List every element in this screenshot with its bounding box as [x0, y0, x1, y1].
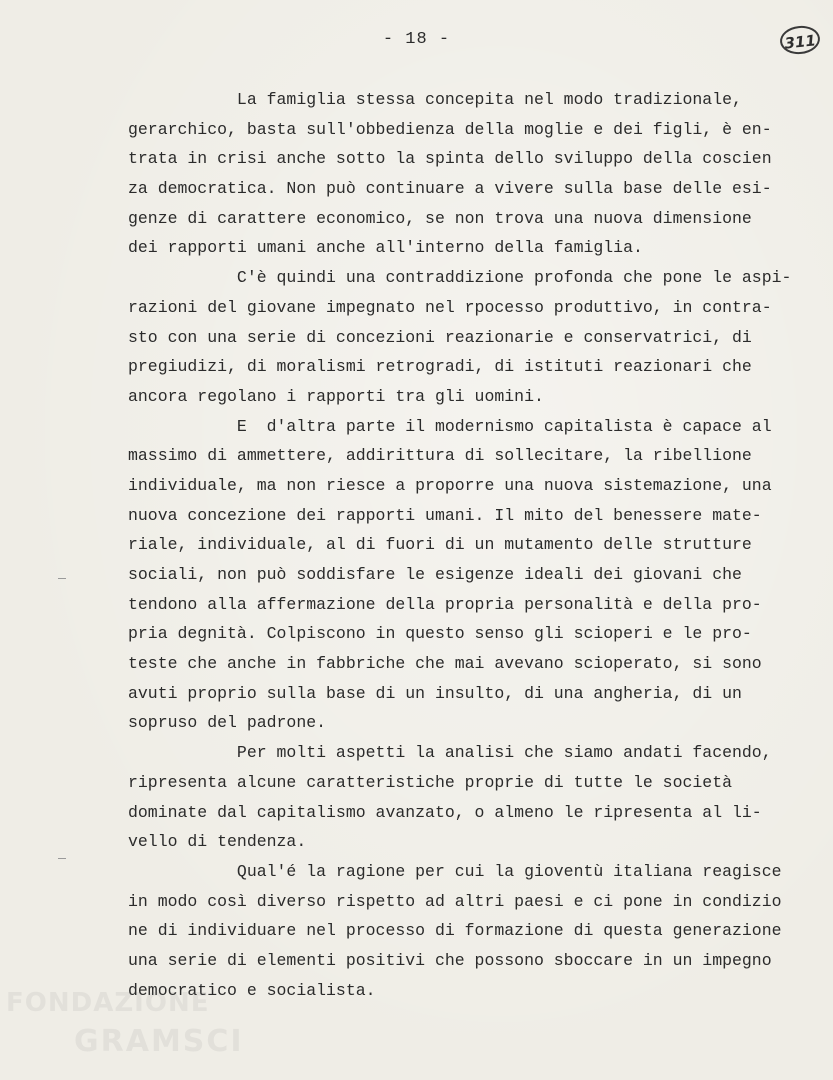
- watermark-line1: FONDAZIONE: [6, 988, 210, 1018]
- text-line: razioni del giovane impegnato nel rpocesso produttivo, in contra-: [128, 297, 772, 317]
- text-line: vello di tendenza.: [128, 832, 307, 852]
- text-line: dei rapporti umani anche all'interno della famiglia.: [128, 238, 643, 258]
- watermark-line2: GRAMSCI: [74, 1024, 244, 1059]
- text-line: E d'altra parte il modernismo capitalista è capace al: [128, 416, 772, 436]
- text-line: za democratica. Non può continuare a vivere sulla base delle esi-: [128, 179, 772, 199]
- text-line: avuti proprio sulla base di un insulto, di una angheria, di un: [128, 683, 742, 703]
- text-line: nuova concezione dei rapporti umani. Il mito del benessere mate-: [128, 505, 762, 525]
- text-line: pregiudizi, di moralismi retrogradi, di istituti reazionari che: [128, 357, 752, 377]
- margin-mark: [58, 858, 66, 859]
- text-line: ripresenta alcune caratteristiche proprie di tutte le società: [128, 772, 732, 792]
- text-line: pria degnità. Colpiscono in questo senso gli scioperi e le pro-: [128, 624, 752, 644]
- text-line: C'è quindi una contraddizione profonda che pone le aspi-: [128, 268, 792, 288]
- text-line: democratico e socialista.: [128, 980, 376, 1000]
- text-line: sociali, non può soddisfare le esigenze ideali dei giovani che: [128, 565, 742, 584]
- text-line: dominate dal capitalismo avanzato, o almeno le ripresenta al li-: [128, 802, 762, 822]
- text-line: genze di carattere economico, se non trova una nuova dimensione: [128, 208, 752, 228]
- text-line: in modo così diverso rispetto ad altri paesi e ci pone in condizio: [128, 891, 782, 911]
- text-line: riale, individuale, al di fuori di un mutamento delle strutture: [128, 535, 752, 555]
- archive-stamp: 311: [779, 24, 822, 56]
- text-line: ne di individuare nel processo di formazione di questa generazione: [128, 921, 782, 941]
- text-line: La famiglia stessa concepita nel modo tradizionale,: [128, 90, 742, 109]
- text-line: massimo di ammettere, addirittura di sollecitare, la ribellione: [128, 446, 752, 466]
- text-line: gerarchico, basta sull'obbedienza della moglie e dei figli, è en-: [128, 119, 772, 139]
- page-number: - 18 -: [382, 30, 451, 49]
- body-text: [128, 85, 792, 1005]
- margin-mark: [58, 578, 66, 579]
- text-line: trata in crisi anche sotto la spinta dello sviluppo della coscien: [128, 149, 772, 169]
- text-line: Qual'é la ragione per cui la gioventù italiana reagisce: [128, 861, 782, 881]
- text-line: una serie di elementi positivi che possono sboccare in un impegno: [128, 950, 772, 970]
- text-line: individuale, ma non riesce a proporre una nuova sistemazione, una: [128, 475, 772, 495]
- text-line: sopruso del padrone.: [128, 713, 327, 733]
- text-line: teste che anche in fabbriche che mai avevano scioperato, si sono: [128, 654, 762, 674]
- text-line: tendono alla affermazione della propria personalità e della pro-: [128, 594, 762, 614]
- text-line: sto con una serie di concezioni reazionarie e conservatrici, di: [128, 327, 752, 347]
- text-line: Per molti aspetti la analisi che siamo andati facendo,: [128, 743, 772, 763]
- text-line: ancora regolano i rapporti tra gli uomini.: [128, 386, 544, 406]
